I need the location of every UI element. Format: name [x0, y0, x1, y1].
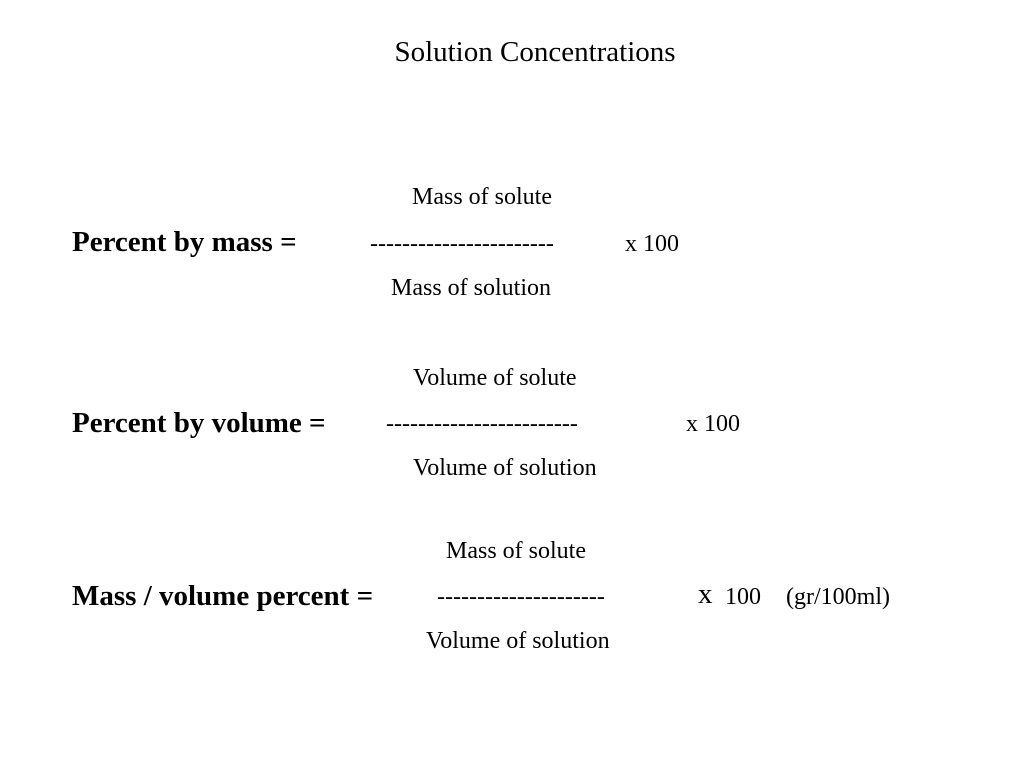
mass-volume-percent-denominator: Volume of solution	[426, 628, 610, 654]
mass-volume-percent-fraction-bar: ---------------------	[437, 584, 605, 610]
mass-volume-percent-multiplier-x: x	[698, 578, 713, 610]
mass-percent-denominator: Mass of solution	[391, 275, 552, 301]
volume-percent-denominator: Volume of solution	[413, 455, 597, 481]
page-title: Solution Concentrations	[394, 36, 676, 68]
volume-percent-numerator: Volume of solute	[413, 365, 577, 391]
volume-percent-label: Percent by volume =	[72, 407, 326, 439]
mass-volume-percent-numerator: Mass of solute	[446, 538, 586, 564]
volume-percent-multiplier: x 100	[686, 411, 740, 437]
mass-percent-label: Percent by mass =	[72, 226, 297, 258]
volume-percent-fraction-bar: ------------------------	[386, 411, 578, 437]
mass-volume-percent-multiplier-value: 100	[725, 584, 761, 610]
mass-volume-percent-units: (gr/100ml)	[786, 584, 890, 610]
mass-percent-fraction-bar: -----------------------	[370, 231, 554, 257]
mass-percent-multiplier: x 100	[625, 231, 679, 257]
mass-percent-numerator: Mass of solute	[412, 184, 552, 210]
mass-volume-percent-label: Mass / volume percent =	[72, 580, 374, 612]
